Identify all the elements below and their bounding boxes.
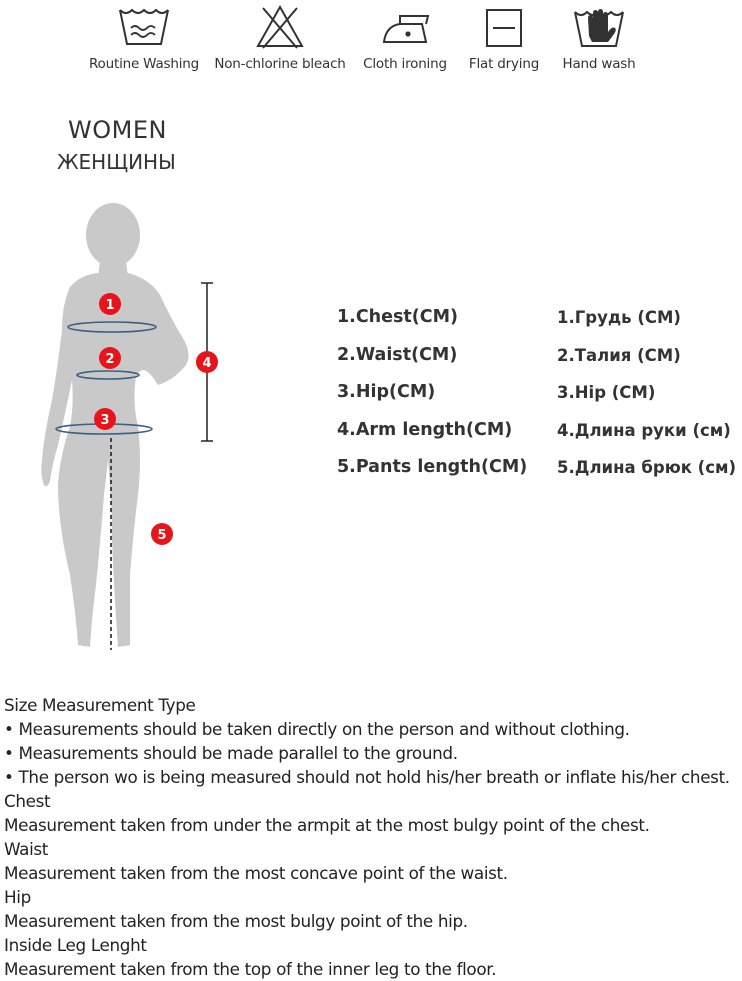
marker-arm-length <box>196 351 218 373</box>
measurement-item: 1.Chest(CM) <box>337 307 459 327</box>
notes-line: • The person wo is being measured should not hold his/her breath or inflate his/her chest. <box>4 767 730 787</box>
svg-text:1: 1 <box>105 298 115 313</box>
svg-text:5: 5 <box>157 528 167 543</box>
notes-line: • Measurements should be made parallel to the ground. <box>4 743 458 763</box>
marker-pants-length <box>151 523 173 545</box>
body-measurement-figure <box>0 195 240 665</box>
notes-heading: Size Measurement Type <box>4 695 196 715</box>
measurement-item: 2.Талия (CM) <box>557 345 681 365</box>
notes-section-title: Chest <box>4 791 51 811</box>
iron-icon <box>378 4 432 50</box>
measurement-item: 5.Pants length(CM) <box>337 457 528 477</box>
no-bleach-icon <box>253 4 307 50</box>
care-label: Routine Washing <box>88 56 199 72</box>
measurement-list-english <box>337 305 527 493</box>
care-item <box>210 4 350 72</box>
title-women: WOMEN <box>68 116 167 144</box>
hand-wash-icon <box>572 4 626 50</box>
svg-text:4: 4 <box>202 356 212 371</box>
care-instructions <box>0 0 742 80</box>
care-label: Cloth ironing <box>363 56 447 72</box>
measurement-item: 4.Arm length(CM) <box>337 419 513 440</box>
svg-text:3: 3 <box>100 413 110 428</box>
marker-waist <box>99 347 121 369</box>
measurement-list-russian <box>557 306 736 494</box>
svg-text:2: 2 <box>105 352 115 367</box>
care-item <box>74 4 214 72</box>
notes-line: Measurement taken from the top of the inner leg to the floor. <box>4 959 497 979</box>
notes-line: Measurement taken from the most bulgy point of the hip. <box>4 911 468 931</box>
measurement-item: 3.Hip (CM) <box>557 383 656 402</box>
marker-chest <box>99 293 121 315</box>
notes-line: Measurement taken from under the armpit at the most bulgy point of the chest. <box>4 815 650 835</box>
marker-hip <box>94 408 116 430</box>
measurement-item: 2.Waist(CM) <box>337 344 458 365</box>
care-label: Flat drying <box>468 56 540 72</box>
measurement-item: 1.Грудь (CM) <box>557 308 681 327</box>
care-item <box>529 4 669 72</box>
measurement-item: 5.Длина брюк (см) <box>557 458 737 477</box>
care-label: Non-chlorine bleach <box>214 56 346 72</box>
measurement-item: 3.Hip(CM) <box>337 382 436 402</box>
notes-section-title: Inside Leg Lenght <box>4 935 147 955</box>
notes-line: • Measurements should be taken directly on the person and without clothing. <box>4 719 630 739</box>
care-label: Hand wash <box>562 56 636 72</box>
title-women-russian: ЖЕНЩИНЫ <box>57 150 176 174</box>
notes-section-title: Waist <box>4 839 49 859</box>
notes-section-title: Hip <box>4 887 31 907</box>
notes-line: Measurement taken from the most concave point of the waist. <box>4 863 508 883</box>
measurement-notes <box>4 693 742 981</box>
woman-silhouette <box>41 203 188 647</box>
flat-dry-icon <box>477 4 531 50</box>
measurement-item: 4.Длина руки (см) <box>557 420 731 440</box>
washing-tub-icon <box>117 4 171 50</box>
